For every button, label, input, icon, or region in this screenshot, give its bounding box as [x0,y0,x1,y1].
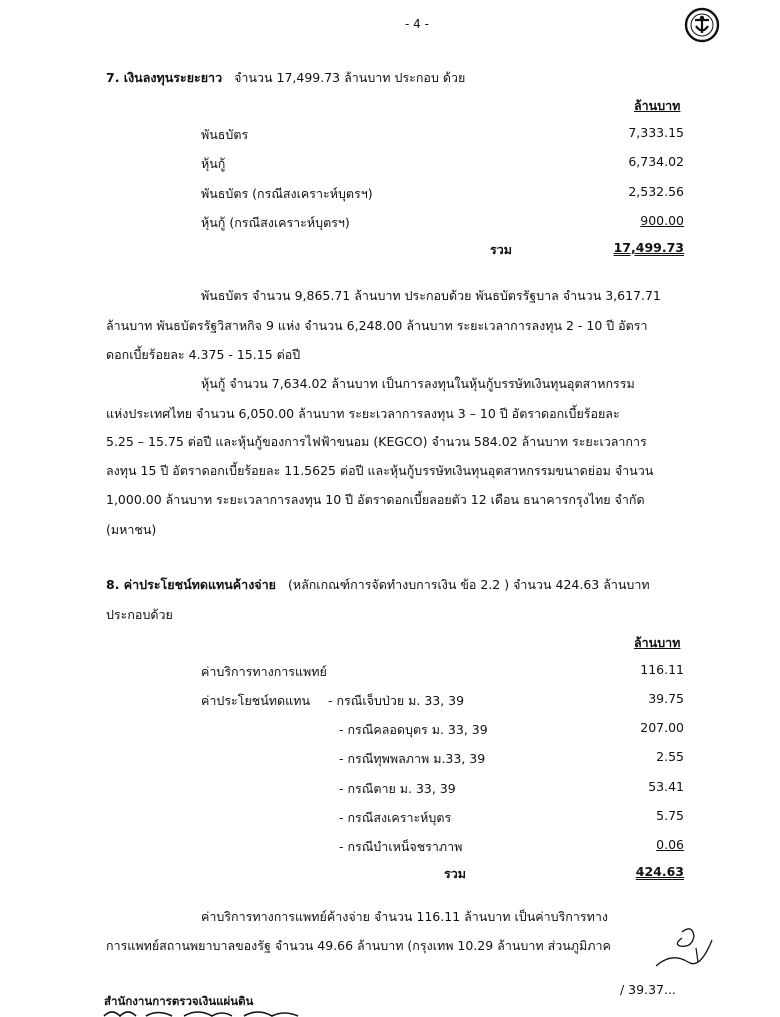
section8-total-value: 424.63 [635,864,684,879]
section8-row-value: 39.75 [648,691,684,706]
section8-row-label: - กรณีทุพพลภาพ ม.33, 39 [339,751,486,766]
section8-row-value: 2.55 [656,749,684,764]
section8-benefit-prefix: ค่าประโยชน์ทดแทน [201,693,311,708]
section7-para2-line: ลงทุน 15 ปี อัตราดอกเบี้ยร้อยละ 11.5625 ต่อปี และหุ้นกู้บรรษัทเงินทุนอุตสาหกรรมขนาดย่อม จำนวน [106,463,654,478]
footer-script-logo-icon [102,1008,302,1017]
section7-para2-line: (มหาชน) [106,522,157,537]
section7-row-label: พันธบัตร (กรณีสงเคราะห์บุตรฯ) [201,186,373,201]
signature-scribble-icon [652,922,716,974]
section8-medical-value: 116.11 [640,662,684,677]
section7-row-label: หุ้นกู้ [201,156,226,171]
section8-intro: (หลักเกณฑ์การจัดทำงบการเงิน ข้อ 2.2 ) จำนวน 424.63 ล้านบาท [287,577,650,592]
section7-para2-line: หุ้นกู้ จำนวน 7,634.02 ล้านบาท เป็นการลงทุนในหุ้นกู้บรรษัทเงินทุนอุตสาหกรรม [201,376,635,391]
section7-total-value: 17,499.73 [613,240,684,255]
section7-unit-header: ล้านบาท [634,98,681,113]
section8-heading-line [106,575,650,595]
section7-intro: จำนวน 17,499.73 ล้านบาท ประกอบ ด้วย [234,70,466,85]
section8-unit-header: ล้านบาท [634,635,681,650]
section7-row-value: 6,734.02 [628,154,684,169]
section7-title: 7. เงินลงทุนระยะยาว [106,70,223,85]
section8-para1-line: การแพทย์สถานพยาบาลของรัฐ จำนวน 49.66 ล้านบาท (กรุงเทพ 10.29 ล้านบาท ส่วนภูมิภาค [106,938,611,953]
section8-medical-label: ค่าบริการทางการแพทย์ [201,664,327,679]
section8-row-value: 5.75 [656,808,684,823]
seal-emblem-icon [683,6,721,44]
section7-row-value: 7,333.15 [628,125,684,140]
section7-row-value: 900.00 [640,213,684,228]
section8-row-label: - กรณีเจ็บป่วย ม. 33, 39 [328,693,465,708]
section8-row-value: 0.06 [656,837,684,852]
section7-para1-line: ดอกเบี้ยร้อยละ 4.375 - 15.15 ต่อปี [106,347,301,362]
section7-total-label: รวม [490,242,512,257]
section8-row-value: 207.00 [640,720,684,735]
section8-row-label: - กรณีคลอดบุตร ม. 33, 39 [339,722,488,737]
section7-para2-line: 5.25 – 15.75 ต่อปี และหุ้นกู้ของการไฟฟ้าขนอม (KEGCO) จำนวน 584.02 ล้านบาท ระยะเวลาการ [106,434,647,449]
section7-para2-line: แห่งประเทศไทย จำนวน 6,050.00 ล้านบาท ระยะเวลาการลงทุน 3 – 10 ปี อัตราดอกเบี้ยร้อยละ [106,406,620,421]
continuation-marker: / 39.37... [620,982,676,997]
section7-para1-line: ล้านบาท พันธบัตรรัฐวิสาหกิจ 9 แห่ง จำนวน 6,248.00 ล้านบาท ระยะเวลาการลงทุน 2 - 10 ปี อัตรา [106,318,648,333]
section8-para1-line: ค่าบริการทางการแพทย์ค้างจ่าย จำนวน 116.11 ล้านบาท เป็นค่าบริการทาง [201,909,608,924]
section7-heading-line [106,68,465,88]
section8-row-label: - กรณีบำเหน็จชราภาพ [339,839,463,854]
section7-row-value: 2,532.56 [628,184,684,199]
section7-row-label: พันธบัตร [201,127,249,142]
section7-para1-line: พันธบัตร จำนวน 9,865.71 ล้านบาท ประกอบด้วย พันธบัตรรัฐบาล จำนวน 3,617.71 [201,288,661,303]
section7-row-label: หุ้นกู้ (กรณีสงเคราะห์บุตรฯ) [201,215,350,230]
footer-office-name: สำนักงานการตรวจเงินแผ่นดิน [104,994,254,1008]
section8-intro-cont: ประกอบด้วย [106,607,173,622]
section8-total-label: รวม [444,866,466,881]
section8-title: 8. ค่าประโยชน์ทดแทนค้างจ่าย [106,577,276,592]
page-number: - 4 - [405,17,429,31]
section8-row-value: 53.41 [648,779,684,794]
section7-para2-line: 1,000.00 ล้านบาท ระยะเวลาการลงทุน 10 ปี อัตราดอกเบี้ยลอยตัว 12 เดือน ธนาคารกรุงไทย จำกัด [106,492,645,507]
section8-row-label: - กรณีสงเคราะห์บุตร [339,810,452,825]
section8-row-label: - กรณีตาย ม. 33, 39 [339,781,456,796]
